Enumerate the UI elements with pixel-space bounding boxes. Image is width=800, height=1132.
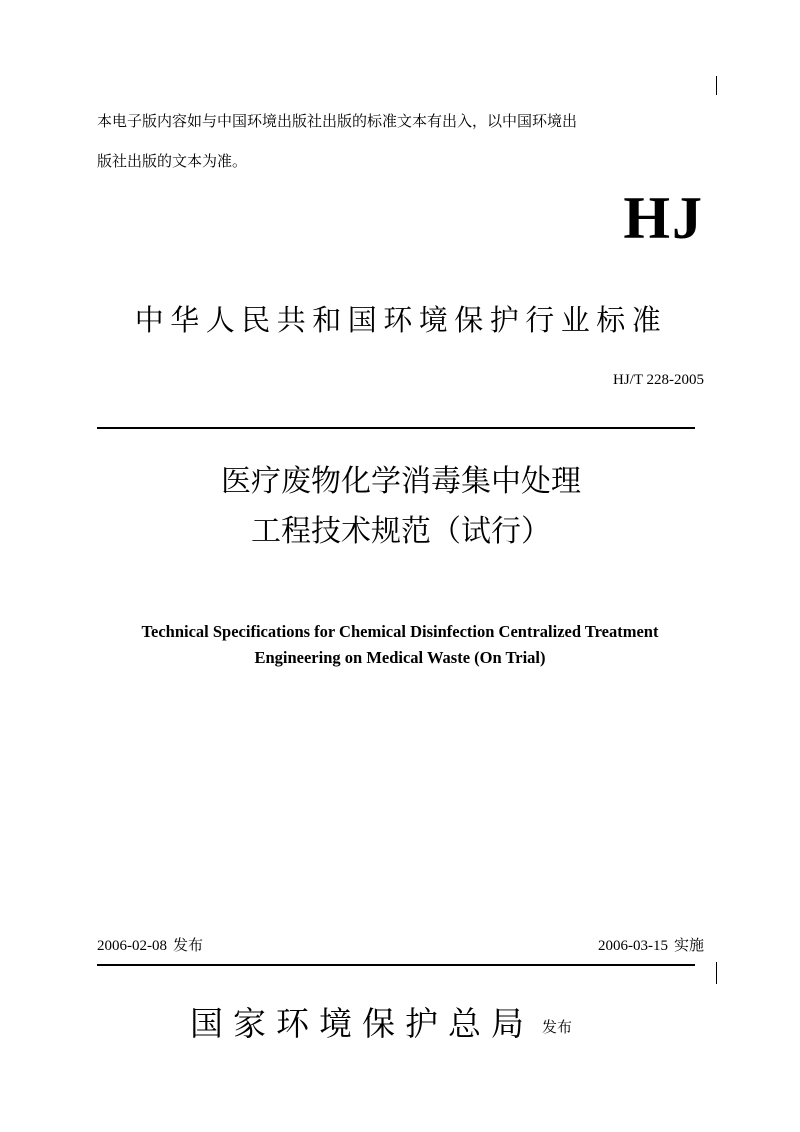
issue-date-block: [97, 934, 203, 955]
english-title-line-2: Engineering on Medical Waste (On Trial): [254, 648, 546, 667]
publisher-block: [190, 998, 572, 1045]
top-divider: [97, 427, 695, 429]
issue-label: 发布: [173, 936, 204, 954]
publisher-organization: 国家环境保护总局: [190, 1004, 534, 1043]
standard-code: HJ/T 228-2005: [613, 372, 704, 388]
effective-date-block: [598, 934, 704, 955]
margin-mark-top: [716, 76, 717, 95]
issue-date: 2006-02-08: [97, 938, 167, 954]
chinese-title-line-2: 工程技术规范（试行）: [251, 514, 551, 549]
english-title-line-1: Technical Specifications for Chemical Disinfection Centralized Treatment: [141, 622, 659, 641]
effective-date: 2006-03-15: [597, 938, 668, 954]
publisher-action: 发布: [542, 1018, 573, 1036]
standard-category-title: 中华人民共和国环境保护行业标准: [134, 303, 668, 337]
margin-mark-bottom: [716, 962, 717, 984]
hj-logo: HJ: [623, 185, 704, 251]
notice-line-2: 版社出版的文本为准。: [97, 152, 248, 170]
effective-label: 实施: [673, 936, 704, 954]
notice-line-1: 本电子版内容如与中国环境出版社出版的标准文本有出入，以中国环境出: [97, 112, 578, 130]
chinese-title-line-1: 医疗废物化学消毒集中处理: [221, 464, 581, 499]
bottom-divider: [97, 964, 695, 966]
